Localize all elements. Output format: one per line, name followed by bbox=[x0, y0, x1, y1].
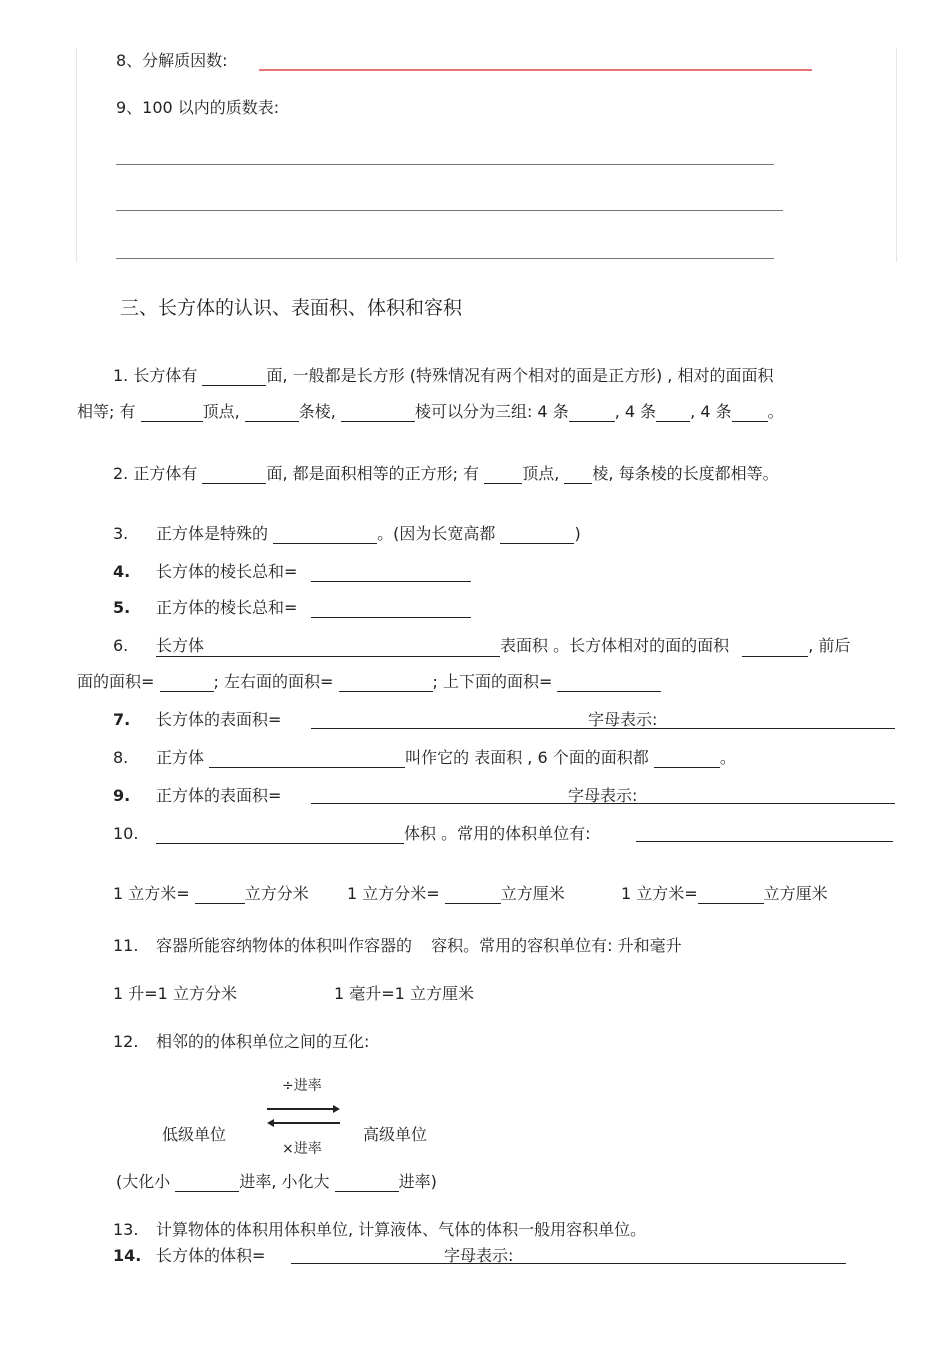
item-10-num: 10. bbox=[113, 824, 139, 843]
arrow-left-head bbox=[267, 1119, 274, 1127]
section-title: 三、长方体的认识、表面积、体积和容积 bbox=[120, 297, 463, 319]
item-14-answer-line bbox=[291, 1263, 846, 1264]
blank bbox=[195, 885, 245, 904]
item-9-text-b: 字母表示: bbox=[568, 786, 638, 805]
item-7-text-b: 字母表示: bbox=[588, 710, 658, 729]
arrow-left bbox=[274, 1122, 340, 1124]
blank bbox=[484, 465, 522, 484]
blank bbox=[202, 465, 266, 484]
blank bbox=[732, 403, 768, 422]
item-9-label: 9、100 以内的质数表: bbox=[116, 98, 280, 117]
item-1-line-1 bbox=[113, 366, 773, 386]
item-6-text-e: ; 左右面的面积= bbox=[213, 672, 334, 691]
blank bbox=[564, 465, 592, 484]
item-8-text-a: 正方体 bbox=[156, 748, 205, 767]
diagram-left-label: 低级单位 bbox=[162, 1125, 227, 1144]
item-6-text-f: ; 上下面的面积= bbox=[432, 672, 553, 691]
item-3-text-a: 正方体是特殊的 bbox=[156, 524, 269, 543]
item-10 bbox=[156, 824, 590, 844]
item-1-text-i: 。 bbox=[767, 402, 784, 421]
item-6-text-c: , 前后 bbox=[808, 636, 851, 655]
item-3-text-c: ) bbox=[574, 524, 581, 543]
conv-a2: 立方分米 bbox=[244, 884, 309, 903]
item-14-text-b: 字母表示: bbox=[444, 1246, 514, 1265]
arrow-right bbox=[267, 1108, 333, 1110]
rate-row bbox=[116, 1172, 437, 1192]
conv-c1: 1 立方米= bbox=[620, 884, 698, 903]
conv-c2: 立方厘米 bbox=[763, 884, 828, 903]
item-7-num: 7. bbox=[113, 710, 131, 729]
blank bbox=[557, 673, 661, 692]
item-13-text-a: 计算物体的体积用体积单位, 计算液体、气体的体积一般用容积单位。 bbox=[156, 1220, 647, 1239]
item-9-text-a: 正方体的表面积= bbox=[156, 786, 282, 805]
item-6-text-d: 面的面积= bbox=[77, 672, 155, 691]
item-7-text-a: 长方体的表面积= bbox=[156, 710, 282, 729]
item-12-text-a: 相邻的的体积单位之间的互化: bbox=[156, 1032, 370, 1051]
blank bbox=[339, 673, 433, 692]
blank bbox=[245, 403, 299, 422]
item-2-text-d: 棱, 每条棱的长度都相等。 bbox=[592, 464, 779, 483]
blank bbox=[654, 749, 720, 768]
blank bbox=[500, 525, 574, 544]
item-1-line-2 bbox=[77, 402, 784, 422]
item-1-text-g: , 4 条 bbox=[614, 402, 657, 421]
item-10-answer-line bbox=[636, 841, 893, 842]
item-1-text-e: 条棱, bbox=[298, 402, 336, 421]
item-13-num: 13. bbox=[113, 1220, 139, 1239]
item-6-text-b: 表面积 。长方体相对的面的面积 bbox=[500, 636, 730, 655]
blank bbox=[742, 638, 808, 657]
diagram-right-label: 高级单位 bbox=[363, 1125, 428, 1144]
rate-a: (大化小 bbox=[116, 1172, 171, 1191]
item-5-num: 5. bbox=[113, 598, 131, 617]
item-3-text-b: 。(因为长宽高都 bbox=[377, 524, 496, 543]
rate-b: 进率, 小化大 bbox=[239, 1172, 330, 1191]
item-5 bbox=[156, 598, 471, 618]
conv-a1: 1 立方米= bbox=[113, 884, 190, 903]
item-6-line-1 bbox=[156, 636, 850, 657]
item-6-line-2 bbox=[77, 672, 661, 692]
blank bbox=[175, 1173, 239, 1192]
liter-a: 1 升=1 立方分米 bbox=[113, 984, 237, 1003]
item-6-num: 6. bbox=[113, 636, 129, 655]
item-11-text-b: 容积。常用的容积单位有: 升和毫升 bbox=[431, 936, 682, 955]
blank bbox=[202, 367, 266, 386]
item-1-text-b: 面, 一般都是长方形 (特殊情况有两个相对的面是正方形) , 相对的面面积 bbox=[266, 366, 774, 385]
blank bbox=[445, 885, 501, 904]
blank bbox=[273, 525, 377, 544]
item-4-text-a: 长方体的棱长总和= bbox=[156, 562, 298, 581]
item-11-num: 11. bbox=[113, 936, 139, 955]
item-8-label: 8、分解质因数: bbox=[116, 51, 228, 70]
item-14-num: 14. bbox=[113, 1246, 142, 1265]
item-1-text-a: 1. 长方体有 bbox=[113, 366, 198, 385]
item-6-underlined bbox=[156, 636, 500, 657]
blank bbox=[156, 825, 404, 844]
item-6-text-a: 长方体 bbox=[156, 636, 205, 655]
diagram-top-label: ÷进率 bbox=[282, 1078, 322, 1094]
blank-line-2 bbox=[116, 210, 783, 211]
blank-line-3 bbox=[116, 258, 774, 259]
blank bbox=[698, 885, 764, 904]
item-10-text-a: 体积 。常用的体积单位有: bbox=[404, 824, 591, 843]
item-8-num: 8. bbox=[113, 748, 129, 767]
blank bbox=[341, 403, 415, 422]
conv-b1: 1 立方分米= bbox=[346, 884, 440, 903]
box-left-border bbox=[76, 48, 77, 262]
conversion-row bbox=[113, 884, 828, 904]
arrow-right-head bbox=[333, 1105, 340, 1113]
item-4 bbox=[156, 562, 471, 582]
item-11 bbox=[156, 936, 682, 956]
blank bbox=[311, 599, 471, 618]
item-11-text-a: 容器所能容纳物体的体积叫作容器的 bbox=[156, 936, 413, 955]
box-right-border bbox=[896, 48, 897, 262]
blank bbox=[335, 1173, 399, 1192]
item-12-num: 12. bbox=[113, 1032, 139, 1051]
item-14-text-a: 长方体的体积= bbox=[156, 1246, 266, 1265]
blank-line-1 bbox=[116, 164, 774, 165]
item-1-text-f: 棱可以分为三组: 4 条 bbox=[414, 402, 569, 421]
item-1-text-h: , 4 条 bbox=[690, 402, 732, 421]
rate-c: 进率) bbox=[398, 1172, 437, 1191]
item-1-text-c: 相等; 有 bbox=[77, 402, 136, 421]
item-1-text-d: 顶点, bbox=[202, 402, 240, 421]
blank bbox=[311, 563, 471, 582]
item-2 bbox=[113, 464, 779, 484]
item-8-red-line bbox=[259, 69, 812, 71]
item-2-text-b: 面, 都是面积相等的正方形; 有 bbox=[266, 464, 480, 483]
item-8 bbox=[156, 748, 736, 768]
conv-b2: 立方厘米 bbox=[500, 884, 565, 903]
item-9-num: 9. bbox=[113, 786, 131, 805]
item-4-num: 4. bbox=[113, 562, 131, 581]
blank bbox=[656, 403, 690, 422]
item-8-text-c: 。 bbox=[719, 748, 736, 767]
item-3 bbox=[156, 524, 581, 544]
blank bbox=[569, 403, 615, 422]
blank bbox=[141, 403, 203, 422]
blank bbox=[160, 673, 214, 692]
item-8-text-b: 叫作它的 表面积 , 6 个面的面积都 bbox=[405, 748, 649, 767]
diagram-bottom-label: ×进率 bbox=[282, 1141, 322, 1157]
item-2-text-c: 顶点, bbox=[522, 464, 560, 483]
item-2-text-a: 2. 正方体有 bbox=[113, 464, 198, 483]
item-5-text-a: 正方体的棱长总和= bbox=[156, 598, 298, 617]
blank bbox=[209, 749, 405, 768]
liter-b: 1 毫升=1 立方厘米 bbox=[334, 984, 474, 1003]
item-3-num: 3. bbox=[113, 524, 129, 543]
